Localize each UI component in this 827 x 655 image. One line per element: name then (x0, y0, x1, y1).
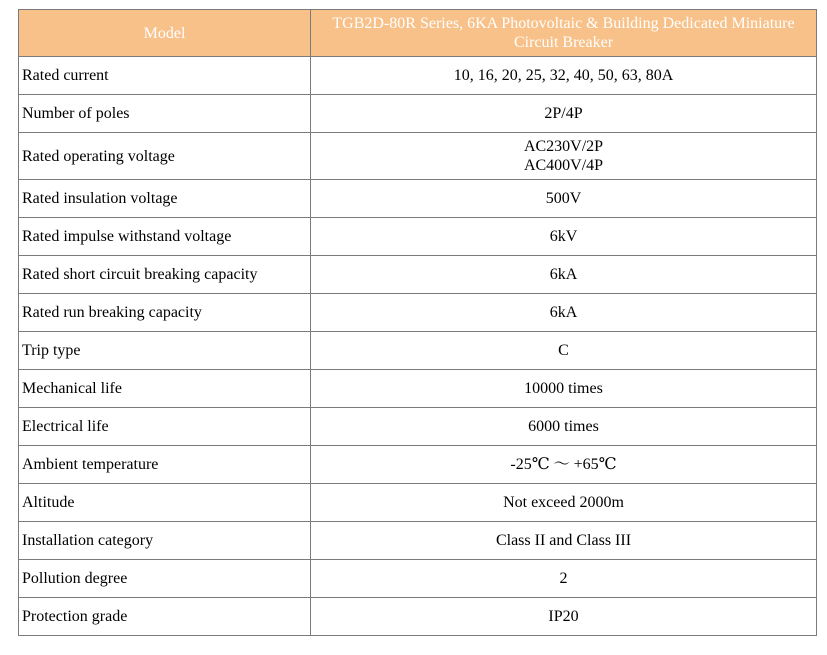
row-label: Protection grade (19, 598, 311, 636)
table-row (19, 522, 817, 560)
table-row (19, 294, 817, 332)
row-label: Rated short circuit breaking capacity (19, 256, 311, 294)
row-label: Mechanical life (19, 370, 311, 408)
row-label: Pollution degree (19, 560, 311, 598)
row-value: 2P/4P (311, 95, 817, 133)
row-value: 10000 times (311, 370, 817, 408)
row-value: 6kA (311, 256, 817, 294)
row-label: Ambient temperature (19, 446, 311, 484)
table-row (19, 218, 817, 256)
row-value: C (311, 332, 817, 370)
row-label: Installation category (19, 522, 311, 560)
row-label: Rated run breaking capacity (19, 294, 311, 332)
table-header-row (19, 10, 817, 57)
table-row (19, 57, 817, 95)
row-value: 6000 times (311, 408, 817, 446)
row-value: 2 (311, 560, 817, 598)
header-model-label: Model (19, 10, 311, 57)
row-value: -25℃ ～ +65℃ (311, 446, 817, 484)
row-label: Electrical life (19, 408, 311, 446)
row-value: Not exceed 2000m (311, 484, 817, 522)
table-row (19, 332, 817, 370)
row-label: Rated current (19, 57, 311, 95)
row-label: Trip type (19, 332, 311, 370)
table-row (19, 370, 817, 408)
table-row (19, 484, 817, 522)
spec-table (18, 9, 817, 636)
table-row (19, 598, 817, 636)
table-row (19, 560, 817, 598)
row-value-line: AC400V/4P (523, 157, 604, 174)
table-row (19, 256, 817, 294)
row-value-line: AC230V/2P (523, 138, 604, 155)
row-label: Number of poles (19, 95, 311, 133)
table-row (19, 95, 817, 133)
row-value: 500V (311, 180, 817, 218)
row-value: 10, 16, 20, 25, 32, 40, 50, 63, 80A (311, 57, 817, 95)
header-product-title: TGB2D-80R Series, 6KA Photovoltaic & Building Dedicated Miniature Circuit Breaker (311, 10, 817, 57)
table-row (19, 408, 817, 446)
row-value: 6kA (311, 294, 817, 332)
row-label: Rated operating voltage (19, 133, 311, 180)
table-row (19, 180, 817, 218)
row-value (311, 133, 817, 180)
row-value: IP20 (311, 598, 817, 636)
row-value: 6kV (311, 218, 817, 256)
row-value: Class II and Class III (311, 522, 817, 560)
row-label: Rated impulse withstand voltage (19, 218, 311, 256)
table-row (19, 446, 817, 484)
row-label: Rated insulation voltage (19, 180, 311, 218)
table-row (19, 133, 817, 180)
row-label: Altitude (19, 484, 311, 522)
